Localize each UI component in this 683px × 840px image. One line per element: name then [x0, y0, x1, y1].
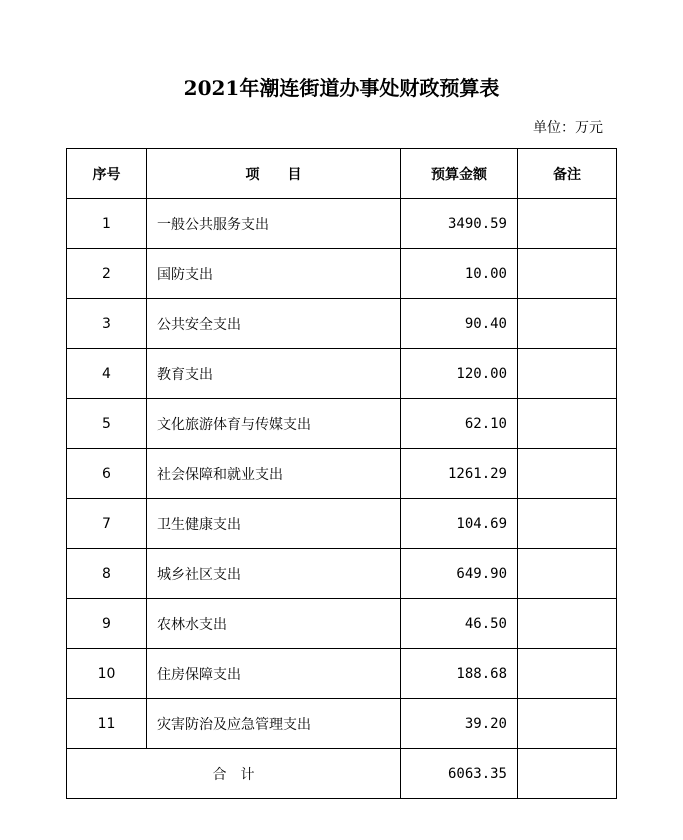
row-amount: 104.69 — [401, 499, 518, 549]
table-row — [67, 399, 617, 449]
row-note — [518, 399, 617, 449]
row-item: 城乡社区支出 — [147, 549, 401, 599]
row-amount: 188.68 — [401, 649, 518, 699]
row-note — [518, 549, 617, 599]
table-row — [67, 249, 617, 299]
row-item: 灾害防治及应急管理支出 — [147, 699, 401, 749]
row-note — [518, 199, 617, 249]
row-amount: 39.20 — [401, 699, 518, 749]
row-item: 社会保障和就业支出 — [147, 449, 401, 499]
row-note — [518, 299, 617, 349]
row-item: 公共安全支出 — [147, 299, 401, 349]
row-serial-no: 8 — [67, 549, 147, 599]
row-note — [518, 649, 617, 699]
row-item: 农林水支出 — [147, 599, 401, 649]
total-note — [518, 749, 617, 799]
row-note — [518, 699, 617, 749]
row-serial-no: 7 — [67, 499, 147, 549]
table-row — [67, 199, 617, 249]
header-serial-no: 序号 — [67, 149, 147, 199]
row-item: 教育支出 — [147, 349, 401, 399]
row-item: 国防支出 — [147, 249, 401, 299]
row-amount: 649.90 — [401, 549, 518, 599]
table-row — [67, 649, 617, 699]
row-serial-no: 5 — [67, 399, 147, 449]
row-note — [518, 349, 617, 399]
row-amount: 90.40 — [401, 299, 518, 349]
row-serial-no: 9 — [67, 599, 147, 649]
row-note — [518, 499, 617, 549]
total-label: 合 计 — [67, 749, 401, 799]
row-note — [518, 249, 617, 299]
row-serial-no: 6 — [67, 449, 147, 499]
row-item: 住房保障支出 — [147, 649, 401, 699]
table-header-row — [67, 149, 617, 199]
row-amount: 10.00 — [401, 249, 518, 299]
row-amount: 1261.29 — [401, 449, 518, 499]
total-amount: 6063.35 — [401, 749, 518, 799]
table-row — [67, 699, 617, 749]
header-note: 备注 — [518, 149, 617, 199]
table-row — [67, 449, 617, 499]
table-row — [67, 349, 617, 399]
row-amount: 3490.59 — [401, 199, 518, 249]
table-row — [67, 549, 617, 599]
row-serial-no: 11 — [67, 699, 147, 749]
row-serial-no: 4 — [67, 349, 147, 399]
row-amount: 120.00 — [401, 349, 518, 399]
unit-label: 单位：万元 — [533, 120, 603, 136]
row-serial-no: 1 — [67, 199, 147, 249]
budget-table — [66, 148, 617, 799]
row-serial-no: 10 — [67, 649, 147, 699]
row-serial-no: 2 — [67, 249, 147, 299]
row-amount: 46.50 — [401, 599, 518, 649]
row-serial-no: 3 — [67, 299, 147, 349]
table-row — [67, 499, 617, 549]
row-item: 文化旅游体育与传媒支出 — [147, 399, 401, 449]
header-budget-amount: 预算金额 — [401, 149, 518, 199]
header-item: 项 目 — [147, 149, 401, 199]
row-item: 卫生健康支出 — [147, 499, 401, 549]
table-total-row — [67, 749, 617, 799]
page-title: 2021年潮连街道办事处财政预算表 — [183, 76, 500, 100]
row-note — [518, 449, 617, 499]
table-row — [67, 599, 617, 649]
table-row — [67, 299, 617, 349]
row-amount: 62.10 — [401, 399, 518, 449]
row-note — [518, 599, 617, 649]
row-item: 一般公共服务支出 — [147, 199, 401, 249]
